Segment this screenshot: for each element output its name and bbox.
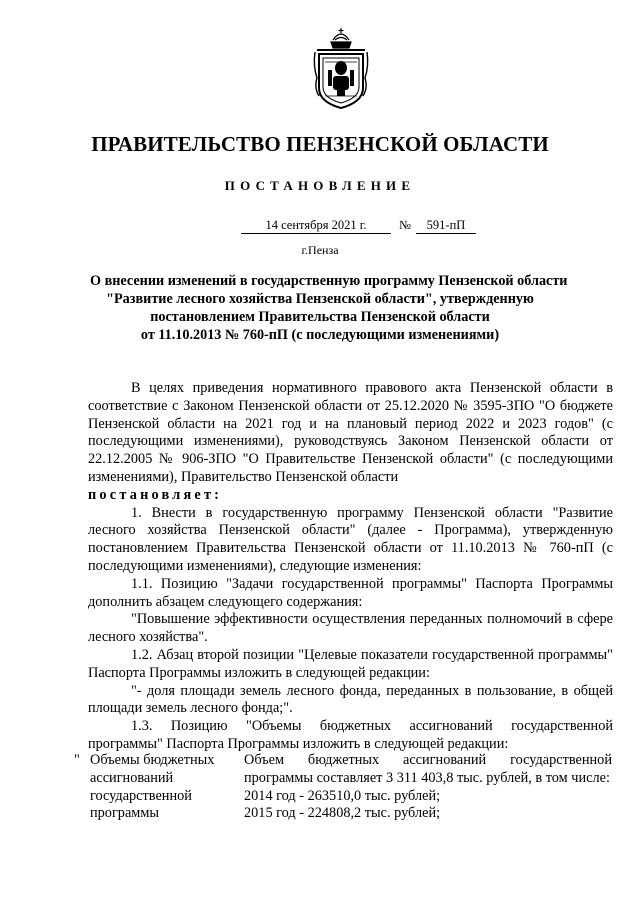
document-type: ПОСТАНОВЛЕНИЕ	[224, 178, 416, 193]
left-cell-line: государственной	[90, 787, 192, 804]
budget-summary: Объем бюджетных ассигнований государственной программы составляет 3 311 403,8 тыс. рублей, в том числе:	[244, 752, 612, 786]
heading-line: постановлением Правительства Пензенской области	[150, 309, 490, 325]
item-1-2: 1.2. Абзац второй позиции "Целевые показатели государственной программы" Паспорта Программы изложить в следующей редакции:	[88, 646, 613, 681]
left-cell-line: ассигнований	[90, 769, 174, 786]
number-sign: №	[399, 218, 411, 232]
heading-line: О внесении изменений в государственную программу Пензенской области	[90, 273, 568, 289]
left-cell-line: программы	[90, 805, 160, 822]
heading-line: "Развитие лесного хозяйства Пензенской области", утвержденную	[106, 291, 534, 307]
heading-line: от 11.10.2013 № 760-пП (с последующими изменениями)	[140, 327, 500, 343]
table-right-cell	[244, 752, 612, 823]
item-1-1-quote: "Повышение эффективности осуществления переданных полномочий в сфере лесного хозяйства".	[88, 611, 613, 646]
document-number: 591-пП	[416, 218, 476, 234]
table-open-quote: "	[74, 752, 80, 768]
budget-year-2014: 2014 год - 263510,0 тыс. рублей;	[244, 787, 441, 804]
document-heading	[90, 272, 568, 344]
table-left-cell	[90, 752, 240, 823]
item-1-2-quote: "- доля площади земель лесного фонда, переданных в пользование, в общей площади земель лесного фонда;".	[88, 682, 613, 717]
resolves-word: постановляет:	[88, 486, 223, 503]
coat-of-arms-emblem	[311, 26, 371, 110]
item-1: 1. Внести в государственную программу Пензенской области "Развитие лесного хозяйства Пензенской области" (далее - Программа), утвержденную постановлением Правительства Пензенской области от 11.10.2013 № 760-пП (с последующими изменениями), следующие изменения:	[88, 504, 613, 574]
document-body	[88, 380, 613, 754]
government-title: ПРАВИТЕЛЬСТВО ПЕНЗЕНСКОЙ ОБЛАСТИ	[91, 132, 549, 156]
city-name: г.Пенза	[301, 243, 339, 257]
intro-paragraph: В целях приведения нормативного правового акта Пензенской области в соответствие с Законом Пензенской области от 25.12.2020 № 3595-ЗПО "О бюджете Пензенской области на 2021 год и на плановый период 2022 и 2023 годов" (с последующими изменениями), руководствуясь Законом Пензенской области от 22.12.2005 № 906-ЗПО "О Правительстве Пензенской области" (с последующими изменениями), Правительство Пензенской области	[88, 380, 613, 485]
document-date: 14 сентября 2021 г.	[241, 218, 391, 234]
item-1-3: 1.3. Позицию "Объемы бюджетных ассигнований государственной программы" Паспорта Программы изложить в следующей редакции:	[88, 718, 613, 752]
left-cell-line: Объемы бюджетных	[90, 752, 215, 768]
item-1-1: 1.1. Позицию "Задачи государственной программы" Паспорта Программы дополнить абзацем следующего содержания:	[88, 575, 613, 610]
budget-year-2015: 2015 год - 224808,2 тыс. рублей;	[244, 805, 441, 822]
